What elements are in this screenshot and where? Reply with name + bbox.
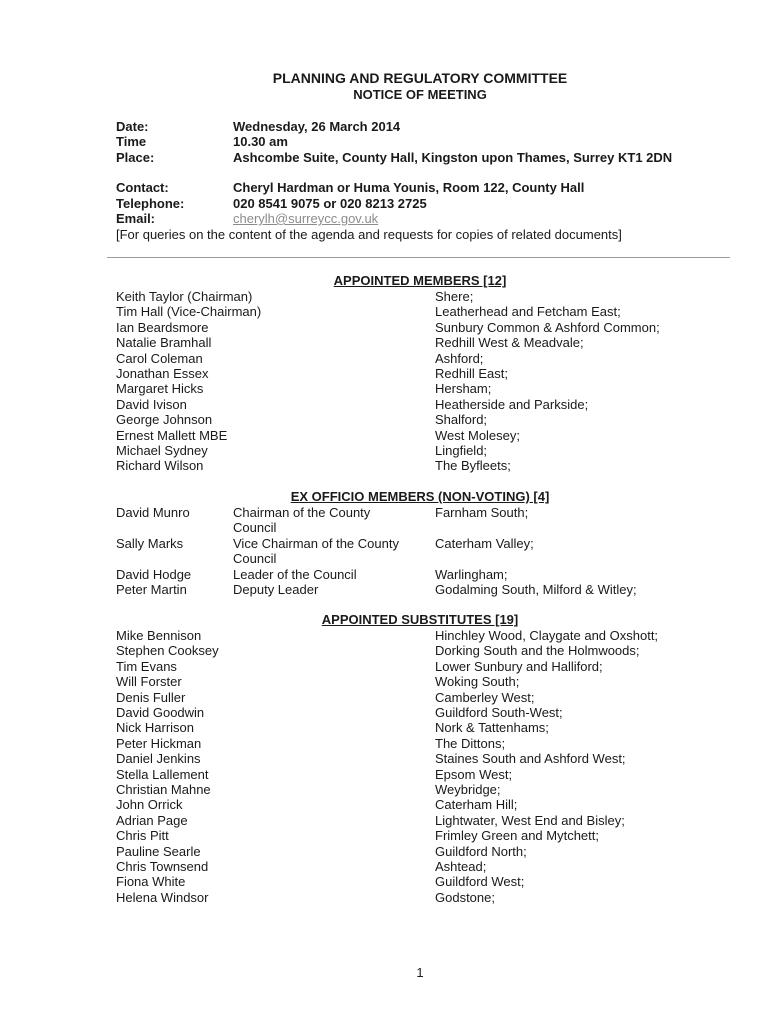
ex-officio-heading: EX OFFICIO MEMBERS (NON-VOTING) [4] xyxy=(290,489,550,504)
substitute-name: John Orrick xyxy=(116,797,183,813)
queries-note: [For queries on the content of the agenda and requests for copies of related documents] xyxy=(116,227,622,242)
substitute-division: Woking South; xyxy=(435,674,520,690)
contact-label: Contact: xyxy=(116,180,169,195)
member-division: Caterham Valley; xyxy=(435,535,534,551)
substitute-division: Staines South and Ashford West; xyxy=(435,751,626,767)
document-title: PLANNING AND REGULATORY COMMITTEE xyxy=(272,70,568,86)
appointed-members-heading: APPOINTED MEMBERS [12] xyxy=(333,273,507,288)
substitute-division: Camberley West; xyxy=(435,689,535,705)
member-name: Margaret Hicks xyxy=(116,381,204,397)
member-name: David Ivison xyxy=(116,396,187,412)
member-division: Farnham South; xyxy=(435,505,529,520)
substitute-name: Chris Pitt xyxy=(116,828,169,844)
email-label: Email: xyxy=(116,211,156,226)
member-division: Heatherside and Parkside; xyxy=(435,396,589,412)
substitute-name: Chris Townsend xyxy=(116,859,209,874)
substitute-division: Caterham Hill; xyxy=(435,797,518,813)
page-number: 1 xyxy=(416,965,424,980)
substitute-division: Hinchley Wood, Claygate and Oxshott; xyxy=(435,628,659,643)
time-value: 10.30 am xyxy=(233,134,288,149)
member-division: Hersham; xyxy=(435,381,492,397)
place-value: Ashcombe Suite, County Hall, Kingston upon Thames, Surrey KT1 2DN xyxy=(233,150,673,165)
member-name: David Hodge xyxy=(116,566,192,582)
substitute-name: Christian Mahne xyxy=(116,782,211,797)
member-role-continued: Council xyxy=(233,551,277,567)
substitute-name: Fiona White xyxy=(116,874,186,890)
document-subtitle: NOTICE OF MEETING xyxy=(353,87,487,102)
time-label: Time xyxy=(116,134,147,149)
place-label: Place: xyxy=(116,150,155,165)
substitute-division: The Dittons; xyxy=(435,735,506,751)
member-division: West Molesey; xyxy=(435,427,521,443)
member-role: Chairman of the County xyxy=(233,505,371,520)
member-name: Sally Marks xyxy=(116,535,184,551)
member-role: Vice Chairman of the County xyxy=(233,535,399,551)
substitute-name: Tim Evans xyxy=(116,658,177,674)
telephone-label: Telephone: xyxy=(116,196,185,211)
substitute-name: Peter Hickman xyxy=(116,735,202,751)
substitute-name: Stephen Cooksey xyxy=(116,643,219,659)
member-division: Shere; xyxy=(435,289,474,304)
member-name: Peter Martin xyxy=(116,582,187,597)
substitute-division: Ashtead; xyxy=(435,859,487,874)
member-name: Richard Wilson xyxy=(116,458,204,474)
substitute-division: Weybridge; xyxy=(435,782,501,797)
substitute-division: Lower Sunbury and Halliford; xyxy=(435,658,603,674)
substitute-name: Denis Fuller xyxy=(116,689,186,705)
member-division: Godalming South, Milford & Witley; xyxy=(435,582,637,597)
email-link[interactable]: cherylh@surreycc.gov.uk xyxy=(233,211,379,226)
substitute-division: Dorking South and the Holmwoods; xyxy=(435,643,640,659)
telephone-value: 020 8541 9075 or 020 8213 2725 xyxy=(233,196,427,211)
member-name: Natalie Bramhall xyxy=(116,335,212,351)
substitute-division: Nork & Tattenhams; xyxy=(435,720,549,736)
date-value: Wednesday, 26 March 2014 xyxy=(233,119,401,134)
substitute-division: Godstone; xyxy=(435,889,495,905)
substitute-name: Daniel Jenkins xyxy=(116,751,201,767)
substitute-name: Pauline Searle xyxy=(116,843,201,859)
substitute-name: Mike Bennison xyxy=(116,628,202,643)
member-division: Leatherhead and Fetcham East; xyxy=(435,304,621,320)
substitute-name: Helena Windsor xyxy=(116,889,209,905)
substitutes-heading: APPOINTED SUBSTITUTES [19] xyxy=(321,612,519,627)
substitute-division: Frimley Green and Mytchett; xyxy=(435,828,599,844)
member-role: Leader of the Council xyxy=(233,566,357,582)
member-division: Redhill West & Meadvale; xyxy=(435,335,584,351)
member-division: Redhill East; xyxy=(435,366,508,381)
substitute-division: Guildford North; xyxy=(435,843,527,859)
member-name: David Munro xyxy=(116,505,190,520)
substitute-division: Guildford West; xyxy=(435,874,525,890)
section-divider xyxy=(107,257,730,258)
member-division: Sunbury Common & Ashford Common; xyxy=(435,319,660,335)
substitute-name: Nick Harrison xyxy=(116,720,195,736)
member-role: Deputy Leader xyxy=(233,582,319,597)
substitute-name: Will Forster xyxy=(116,674,182,690)
member-name: Ernest Mallett MBE xyxy=(116,427,228,443)
member-name: Michael Sydney xyxy=(116,443,208,458)
date-label: Date: xyxy=(116,119,149,134)
member-division: Shalford; xyxy=(435,412,488,428)
substitute-division: Guildford South-West; xyxy=(435,705,563,720)
member-division: The Byfleets; xyxy=(435,458,511,474)
substitute-division: Lightwater, West End and Bisley; xyxy=(435,812,625,828)
member-name: George Johnson xyxy=(116,412,213,428)
member-role-continued: Council xyxy=(233,520,277,536)
member-name: Carol Coleman xyxy=(116,350,203,366)
member-name: Ian Beardsmore xyxy=(116,319,209,335)
substitute-division: Epsom West; xyxy=(435,766,513,782)
substitute-name: Stella Lallement xyxy=(116,766,209,782)
member-name: Tim Hall (Vice-Chairman) xyxy=(116,304,262,320)
member-division: Ashford; xyxy=(435,350,484,366)
contact-value: Cheryl Hardman or Huma Younis, Room 122, County Hall xyxy=(233,180,585,195)
member-name: Keith Taylor (Chairman) xyxy=(116,289,253,304)
substitute-name: David Goodwin xyxy=(116,705,205,720)
member-division: Warlingham; xyxy=(435,566,508,582)
member-name: Jonathan Essex xyxy=(116,366,209,381)
substitute-name: Adrian Page xyxy=(116,812,188,828)
member-division: Lingfield; xyxy=(435,443,488,458)
